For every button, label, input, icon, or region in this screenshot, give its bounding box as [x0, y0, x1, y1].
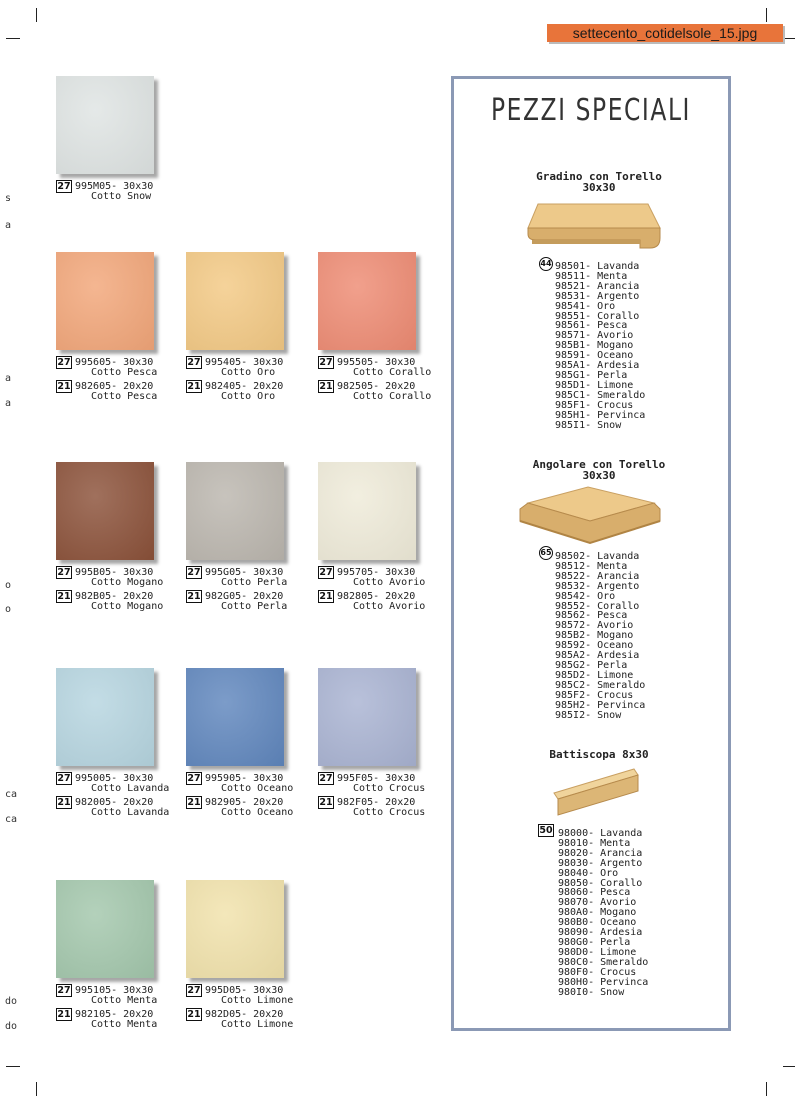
edge-text: do	[5, 1021, 18, 1032]
code-list-item: 98000- Lavanda	[558, 828, 643, 839]
section-title: Battiscopa 8x30	[549, 748, 649, 761]
tile-code: 982105- 20x20	[75, 1009, 154, 1020]
code-list-item: 98561- Pesca	[555, 320, 628, 332]
price-badge-circle: 65	[539, 546, 553, 560]
crop-mark	[6, 38, 20, 39]
section-size: 30x30	[582, 181, 616, 194]
tile-name: Cotto Corallo	[353, 367, 432, 378]
code-list	[558, 829, 648, 997]
price-badge: 21	[57, 591, 71, 602]
tile-name: Cotto Crocus	[353, 807, 426, 818]
tile-name: Cotto Perla	[221, 601, 288, 612]
code-list-item: 98020- Arancia	[558, 847, 643, 859]
tile-name: Cotto Limone	[221, 995, 294, 1006]
code-list-item: 98070- Avorio	[558, 897, 637, 909]
code-list-item: 98040- Oro	[558, 867, 619, 879]
tile-name: Cotto Limone	[221, 1019, 294, 1030]
code-list-item: 98551- Corallo	[555, 310, 640, 322]
code-list-item: 98501- Lavanda	[555, 261, 640, 272]
tile-name: Cotto Mogano	[91, 577, 164, 588]
tile-name: Cotto Oceano	[221, 807, 294, 818]
tile-code: 995605- 30x30	[75, 357, 154, 368]
tile-code: 995405- 30x30	[205, 357, 284, 368]
section-size: 30x30	[582, 469, 616, 482]
tile-code: 982G05- 20x20	[205, 591, 284, 602]
price-badge: 21	[57, 1009, 71, 1020]
code-list-item: 985C1- Smeraldo	[555, 389, 646, 401]
code-list-item: 985I2- Snow	[555, 709, 622, 721]
tile-swatch	[318, 668, 416, 766]
crop-mark	[766, 8, 767, 22]
skirting-image	[550, 763, 642, 823]
price-badge: 27	[187, 567, 201, 578]
tile-code: 982005- 20x20	[75, 797, 154, 808]
code-list-item: 985B1- Mogano	[555, 340, 634, 352]
code-list-item: 98562- Pesca	[555, 610, 628, 622]
price-badge: 27	[57, 773, 71, 784]
tile-code: 982805- 20x20	[337, 591, 416, 602]
price-badge: 21	[319, 797, 333, 808]
tile-code: 982905- 20x20	[205, 797, 284, 808]
code-list-item: 98502- Lavanda	[555, 551, 640, 562]
code-list-item: 98531- Argento	[555, 290, 640, 302]
code-list-item: 980C0- Smeraldo	[558, 956, 649, 968]
tile-swatch	[318, 462, 416, 560]
code-list-item: 98512- Menta	[555, 560, 628, 572]
tile-swatch	[186, 668, 284, 766]
code-list-item: 98552- Corallo	[555, 600, 640, 612]
price-badge: 27	[319, 567, 333, 578]
code-list-item: 98541- Oro	[555, 300, 616, 312]
price-badge: 27	[57, 357, 71, 368]
code-list-item: 98591- Oceano	[555, 350, 634, 362]
tile-name: Cotto Pesca	[91, 367, 158, 378]
code-list-item: 985F1- Crocus	[555, 399, 634, 411]
price-badge: 21	[187, 1009, 201, 1020]
code-list-item: 98511- Menta	[555, 270, 628, 282]
code-list-item: 985G1- Perla	[555, 369, 628, 381]
tile-swatch	[186, 880, 284, 978]
code-list-item: 98522- Arancia	[555, 570, 640, 582]
tile-code: 995D05- 30x30	[205, 985, 284, 996]
tile-swatch	[186, 462, 284, 560]
code-list-item: 985C2- Smeraldo	[555, 679, 646, 691]
code-list-item: 985D2- Limone	[555, 669, 634, 681]
code-list-item: 98532- Argento	[555, 580, 640, 592]
code-list-item: 980G0- Perla	[558, 936, 631, 948]
tile-swatch	[56, 76, 154, 174]
tile-name: Cotto Menta	[91, 1019, 158, 1030]
price-badge: 21	[57, 381, 71, 392]
price-badge: 21	[319, 591, 333, 602]
edge-text: do	[5, 996, 18, 1007]
crop-mark	[783, 1066, 795, 1067]
edge-text: a	[5, 220, 12, 231]
code-list-item: 985I1- Snow	[555, 419, 622, 431]
code-list-item: 98030- Argento	[558, 857, 643, 869]
tile-name: Cotto Avorio	[353, 577, 426, 588]
panel-title: PEZZI SPECIALI	[490, 93, 692, 128]
price-badge: 27	[187, 773, 201, 784]
tile-code: 995F05- 30x30	[337, 773, 416, 784]
tile-swatch	[56, 880, 154, 978]
tile-name: Cotto Oro	[221, 367, 276, 378]
code-list-item: 980B0- Oceano	[558, 917, 637, 929]
code-list-item: 98592- Oceano	[555, 640, 634, 652]
tile-code: 982605- 20x20	[75, 381, 154, 392]
crop-mark	[36, 1082, 37, 1096]
crop-mark	[766, 1082, 767, 1096]
tile-name: Cotto Menta	[91, 995, 158, 1006]
price-badge-box: 50	[539, 825, 553, 836]
code-list-item: 985B2- Mogano	[555, 630, 634, 642]
tile-name: Cotto Pesca	[91, 391, 158, 402]
code-list	[555, 552, 645, 720]
code-list-item: 985A2- Ardesia	[555, 650, 640, 662]
tile-name: Cotto Crocus	[353, 783, 426, 794]
tile-name: Cotto Mogano	[91, 601, 164, 612]
special-pieces-panel	[451, 76, 731, 1031]
price-badge: 27	[319, 773, 333, 784]
code-list-item: 98060- Pesca	[558, 887, 631, 899]
edge-text: a	[5, 373, 12, 384]
code-list-item: 980I0- Snow	[558, 986, 625, 998]
tile-name: Cotto Oro	[221, 391, 276, 402]
code-list-item: 98521- Arancia	[555, 280, 640, 292]
price-badge: 27	[319, 357, 333, 368]
code-list-item: 980D0- Limone	[558, 946, 637, 958]
tile-swatch	[318, 252, 416, 350]
edge-text: s	[5, 193, 12, 204]
code-list-item: 985H2- Pervinca	[555, 699, 646, 711]
tile-code: 995905- 30x30	[205, 773, 284, 784]
tile-swatch	[56, 252, 154, 350]
tile-code: 982F05- 20x20	[337, 797, 416, 808]
tile-code: 995505- 30x30	[337, 357, 416, 368]
tile-code: 995105- 30x30	[75, 985, 154, 996]
tile-code: 995005- 30x30	[75, 773, 154, 784]
code-list-item: 985G2- Perla	[555, 659, 628, 671]
tile-name: Cotto Lavanda	[91, 807, 170, 818]
tile-name: Cotto Avorio	[353, 601, 426, 612]
tile-code: 982B05- 20x20	[75, 591, 154, 602]
code-list-item: 985F2- Crocus	[555, 689, 634, 701]
code-list-item: 980H0- Pervinca	[558, 976, 649, 988]
crop-mark	[36, 8, 37, 22]
code-list-item: 985D1- Limone	[555, 379, 634, 391]
tile-name: Cotto Perla	[221, 577, 288, 588]
code-list-item: 98571- Avorio	[555, 330, 634, 342]
price-badge: 27	[187, 357, 201, 368]
price-badge-circle: 44	[539, 257, 553, 271]
tile-swatch	[56, 462, 154, 560]
edge-text: ca	[5, 789, 18, 800]
tile-code: 995M05- 30x30	[75, 181, 154, 192]
price-badge: 21	[187, 591, 201, 602]
code-list-item: 98090- Ardesia	[558, 927, 643, 939]
tile-code: 982505- 20x20	[337, 381, 416, 392]
file-name-label: settecento_cotidelsole_15.jpg	[547, 24, 783, 42]
tile-code: 995G05- 30x30	[205, 567, 284, 578]
tile-swatch	[186, 252, 284, 350]
price-badge: 27	[57, 567, 71, 578]
code-list-item: 98572- Avorio	[555, 620, 634, 632]
price-badge: 27	[57, 985, 71, 996]
tile-code: 995B05- 30x30	[75, 567, 154, 578]
crop-mark	[6, 1066, 20, 1067]
code-list-item: 985A1- Ardesia	[555, 360, 640, 372]
code-list-item: 980F0- Crocus	[558, 966, 637, 978]
crop-mark	[783, 38, 795, 39]
code-list-item: 98050- Corallo	[558, 877, 643, 889]
tile-name: Cotto Snow	[91, 191, 152, 202]
tile-name: Cotto Corallo	[353, 391, 432, 402]
price-badge: 21	[187, 381, 201, 392]
edge-text: a	[5, 398, 12, 409]
tile-swatch	[56, 668, 154, 766]
tile-code: 982D05- 20x20	[205, 1009, 284, 1020]
price-badge: 21	[187, 797, 201, 808]
tile-name: Cotto Lavanda	[91, 783, 170, 794]
section-title: Angolare con Torello	[532, 458, 666, 471]
tile-code: 982405- 20x20	[205, 381, 284, 392]
corner-tread-image	[514, 481, 666, 549]
code-list-item: 985H1- Pervinca	[555, 409, 646, 421]
edge-text: ca	[5, 814, 18, 825]
price-badge: 21	[319, 381, 333, 392]
edge-text: o	[5, 604, 12, 615]
price-badge: 27	[57, 181, 71, 192]
step-tread-image	[520, 194, 666, 258]
price-badge: 21	[57, 797, 71, 808]
code-list-item: 980A0- Mogano	[558, 907, 637, 919]
tile-code: 995705- 30x30	[337, 567, 416, 578]
price-badge: 27	[187, 985, 201, 996]
tile-name: Cotto Oceano	[221, 783, 294, 794]
section-title: Gradino con Torello	[536, 170, 662, 183]
edge-text: o	[5, 580, 12, 591]
code-list	[555, 262, 645, 430]
code-list-item: 98010- Menta	[558, 837, 631, 849]
code-list-item: 98542- Oro	[555, 590, 616, 602]
